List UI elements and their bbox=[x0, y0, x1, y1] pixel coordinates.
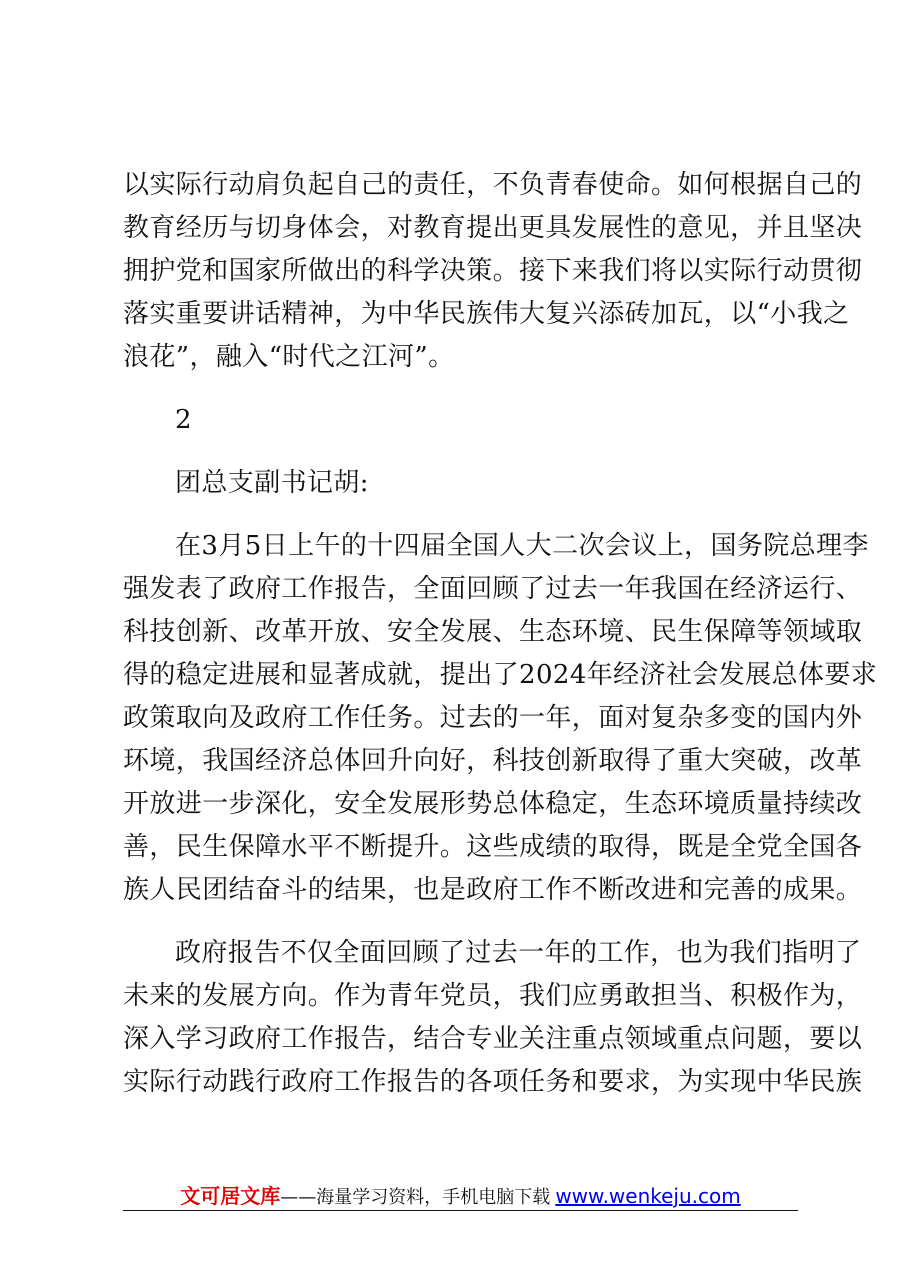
paragraph-gap bbox=[123, 442, 807, 462]
paragraph-gap bbox=[123, 505, 807, 525]
text-line: 实际行动践行政府工作报告的各项任务和要求，为实现中华民族 bbox=[123, 1067, 863, 1097]
footer-divider bbox=[123, 1210, 798, 1211]
text-line: 在3月5日上午的十四届全国人大二次会议上，国务院总理李 bbox=[175, 531, 869, 561]
text-line: 浪花”，融入“时代之江河”。 bbox=[123, 342, 455, 372]
text-line: 政策取向及政府工作任务。过去的一年，面对复杂多变的国内外 bbox=[123, 703, 863, 733]
text-line: 环境，我国经济总体回升向好，科技创新取得了重大突破，改革 bbox=[123, 746, 863, 776]
text-line: 科技创新、改革开放、安全发展、生态环境、民生保障等领域取 bbox=[123, 617, 863, 647]
text-line: 强发表了政府工作报告，全面回顾了过去一年我国在经济运行、 bbox=[123, 574, 863, 604]
footer-brand: 文可居文库 bbox=[180, 1184, 281, 1208]
text-line: 以实际行动肩负起自己的责任，不负青春使命。如何根据自己的 bbox=[123, 170, 863, 200]
text-line: 未来的发展方向。作为青年党员，我们应勇敢担当、积极作为， bbox=[123, 981, 863, 1011]
footer-description: 海量学习资料，手机电脑下载 bbox=[316, 1187, 551, 1208]
page-footer bbox=[123, 1180, 798, 1212]
footer-link[interactable]: www.wenkeju.com bbox=[555, 1184, 741, 1208]
text-line: 族人民团结奋斗的结果，也是政府工作不断改进和完善的成果。 bbox=[123, 875, 863, 905]
paragraph-gap bbox=[123, 379, 807, 399]
text-line: 政府报告不仅全面回顾了过去一年的工作，也为我们指明了 bbox=[175, 938, 862, 968]
document-body bbox=[123, 164, 878, 1104]
text-line: 开放进一步深化，安全发展形势总体稳定，生态环境质量持续改 bbox=[123, 789, 863, 819]
section-number: 2 bbox=[175, 405, 192, 435]
paragraph-gap bbox=[123, 912, 807, 932]
text-line: 教育经历与切身体会，对教育提出更具发展性的意见，并且坚决 bbox=[123, 213, 863, 243]
speaker-heading: 团总支副书记胡: bbox=[175, 468, 369, 498]
footer-separator: —— bbox=[280, 1187, 317, 1208]
text-line: 得的稳定进展和显著成就，提出了2024年经济社会发展总体要求 bbox=[123, 660, 878, 690]
text-line: 深入学习政府工作报告，结合专业关注重点领域重点问题，要以 bbox=[123, 1024, 863, 1054]
text-line: 落实重要讲话精神，为中华民族伟大复兴添砖加瓦，以“小我之 bbox=[123, 299, 850, 329]
text-line: 拥护党和国家所做出的科学决策。接下来我们将以实际行动贯彻 bbox=[123, 256, 863, 286]
text-line: 善，民生保障水平不断提升。这些成绩的取得，既是全党全国各 bbox=[123, 832, 863, 862]
